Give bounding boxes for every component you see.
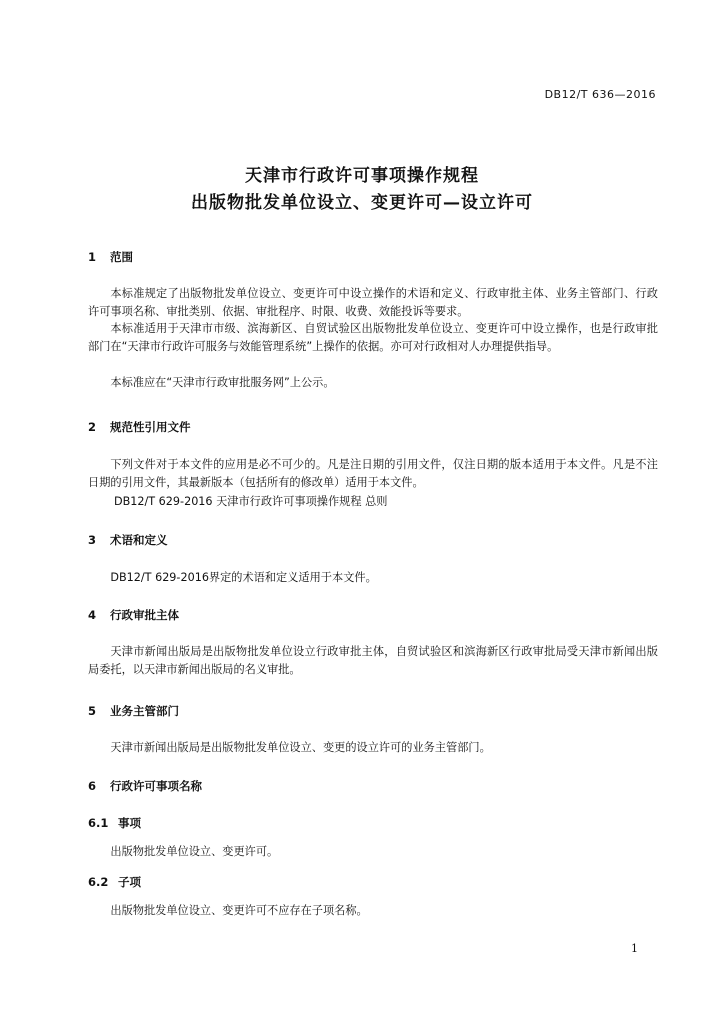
page-number: 1	[631, 942, 638, 955]
section-title: 事项	[118, 816, 141, 830]
section-number: 6	[88, 779, 97, 793]
section-6-1-paragraph-1: 出版物批发单位设立、变更许可。	[110, 845, 279, 858]
section-title: 范围	[110, 250, 133, 264]
section-number: 5	[88, 704, 97, 718]
section-number: 2	[88, 420, 97, 434]
section-3-heading	[88, 532, 168, 548]
section-1-heading	[88, 249, 133, 265]
section-4-paragraph-1: 天津市新闻出版局是出版物批发单位设立行政审批主体，自贸试验区和滨海新区行政审批局受天津市新闻出版局委托，以天津市新闻出版局的名义审批。	[88, 645, 658, 676]
section-6-1-heading	[88, 815, 141, 831]
section-6-2-paragraph-1: 出版物批发单位设立、变更许可不应存在子项名称。	[110, 904, 368, 917]
section-title: 子项	[118, 875, 141, 889]
section-title: 规范性引用文件	[110, 420, 191, 434]
normative-reference: DB12/T 629-2016 天津市行政许可事项操作规程 总则	[114, 495, 388, 508]
section-number: 1	[88, 250, 97, 264]
section-4-heading	[88, 607, 179, 623]
section-number: 6.1	[88, 816, 109, 830]
section-number: 4	[88, 608, 97, 622]
section-1-paragraph-1: 本标准规定了出版物批发单位设立、变更许可中设立操作的术语和定义、行政审批主体、业务主管部门、行政许可事项名称、审批类别、依据、审批程序、时限、收费、效能投诉等要求。	[88, 287, 658, 318]
section-5-heading	[88, 703, 179, 719]
section-1-paragraph-2: 本标准适用于天津市市级、滨海新区、自贸试验区出版物批发单位设立、变更许可中设立操作，也是行政审批部门在“天津市行政许可服务与效能管理系统”上操作的依据。亦可对行政相对人办理提供指导。	[88, 322, 658, 353]
document-title-line1: 天津市行政许可事项操作规程	[245, 166, 479, 186]
section-title: 术语和定义	[110, 533, 168, 547]
section-5-paragraph-1: 天津市新闻出版局是出版物批发单位设立、变更的设立许可的业务主管部门。	[110, 741, 491, 754]
section-title: 行政许可事项名称	[110, 779, 202, 793]
section-2-paragraph-1: 下列文件对于本文件的应用是必不可少的。凡是注日期的引用文件，仅注日期的版本适用于本文件。凡是不注日期的引用文件，其最新版本（包括所有的修改单）适用于本文件。	[88, 458, 658, 489]
standard-code: DB12/T 636—2016	[544, 88, 656, 101]
document-title-line2: 出版物批发单位设立、变更许可—设立许可	[191, 193, 533, 213]
section-title: 行政审批主体	[110, 608, 179, 622]
section-6-2-heading	[88, 874, 141, 890]
section-number: 3	[88, 533, 97, 547]
section-3-paragraph-1: DB12/T 629-2016界定的术语和定义适用于本文件。	[110, 571, 377, 584]
section-title: 业务主管部门	[110, 704, 179, 718]
section-1-paragraph-3: 本标准应在“天津市行政审批服务网”上公示。	[110, 376, 335, 389]
section-2-heading	[88, 419, 191, 435]
section-6-heading	[88, 778, 202, 794]
section-number: 6.2	[88, 875, 109, 889]
